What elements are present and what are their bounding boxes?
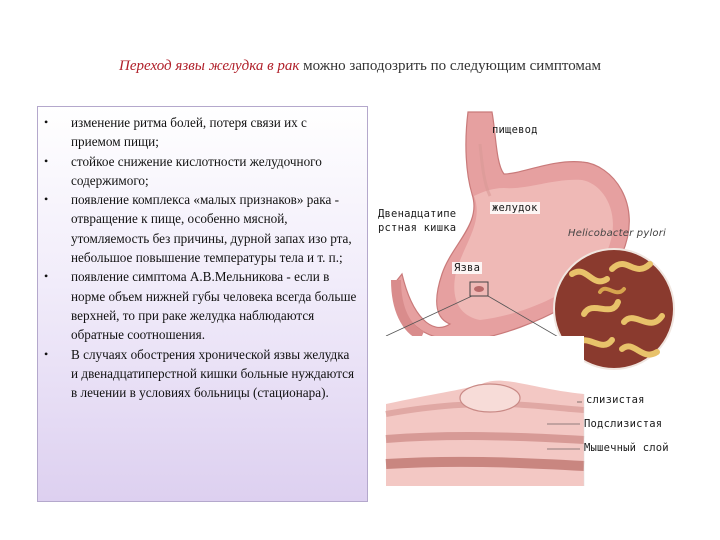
list-item — [38, 267, 369, 344]
stomach-anatomy-image — [372, 104, 692, 494]
list-item-text: появление симптома А.В.Мельникова - если в норме объем нижней губы человека всегда больше верхней, то при раке желудка наблюдаются обратные соотношения. — [71, 269, 357, 343]
label-mucosa: слизистая — [586, 394, 645, 406]
list-item — [38, 190, 369, 267]
title-emphasis: Переход язвы желудка в рак — [119, 58, 300, 74]
list-item-text: стойкое снижение кислотности желудочного содержимого; — [71, 153, 322, 188]
list-item-text: изменение ритма болей, потеря связи их с приемом пищи; — [71, 115, 307, 150]
stomach-illustration — [372, 104, 692, 494]
bullet-icon: • — [44, 346, 49, 361]
label-stomach: желудок — [492, 202, 538, 214]
list-item-text: появление комплекса «малых признаков» рака - отвращение к пище, особенно мясной, утомляемость без причины, дурной запах изо рта, небольшое повышение температуры тела и т. п.; — [71, 192, 352, 266]
list-item — [38, 113, 369, 152]
list-item — [38, 345, 369, 403]
label-bacteria: Helicobacter pylori — [568, 228, 667, 239]
bullet-icon: • — [44, 153, 49, 168]
label-duodenum-line1: Двенадцатипе — [378, 208, 457, 220]
list-item — [38, 152, 369, 191]
bullet-icon: • — [44, 192, 49, 207]
list-item-text: В случаях обострения хронической язвы желудка и двенадцатиперстной кишки больные нуждаются в лечении в условиях больницы (стационара). — [71, 346, 355, 401]
title-rest: можно заподозрить по следующим симптомам — [303, 58, 601, 74]
symptoms-panel — [37, 106, 368, 502]
bullet-icon: • — [44, 269, 49, 284]
page-title — [0, 58, 720, 75]
label-submucosa: Подслизистая — [584, 418, 663, 430]
label-ulcer: Язва — [454, 262, 481, 274]
bullet-icon: • — [44, 115, 49, 129]
symptom-list — [38, 113, 369, 402]
label-duodenum-line2: рстная кишка — [378, 222, 457, 234]
label-esophagus: пищевод — [492, 124, 538, 136]
label-muscle: Мышечный слой — [584, 442, 669, 454]
